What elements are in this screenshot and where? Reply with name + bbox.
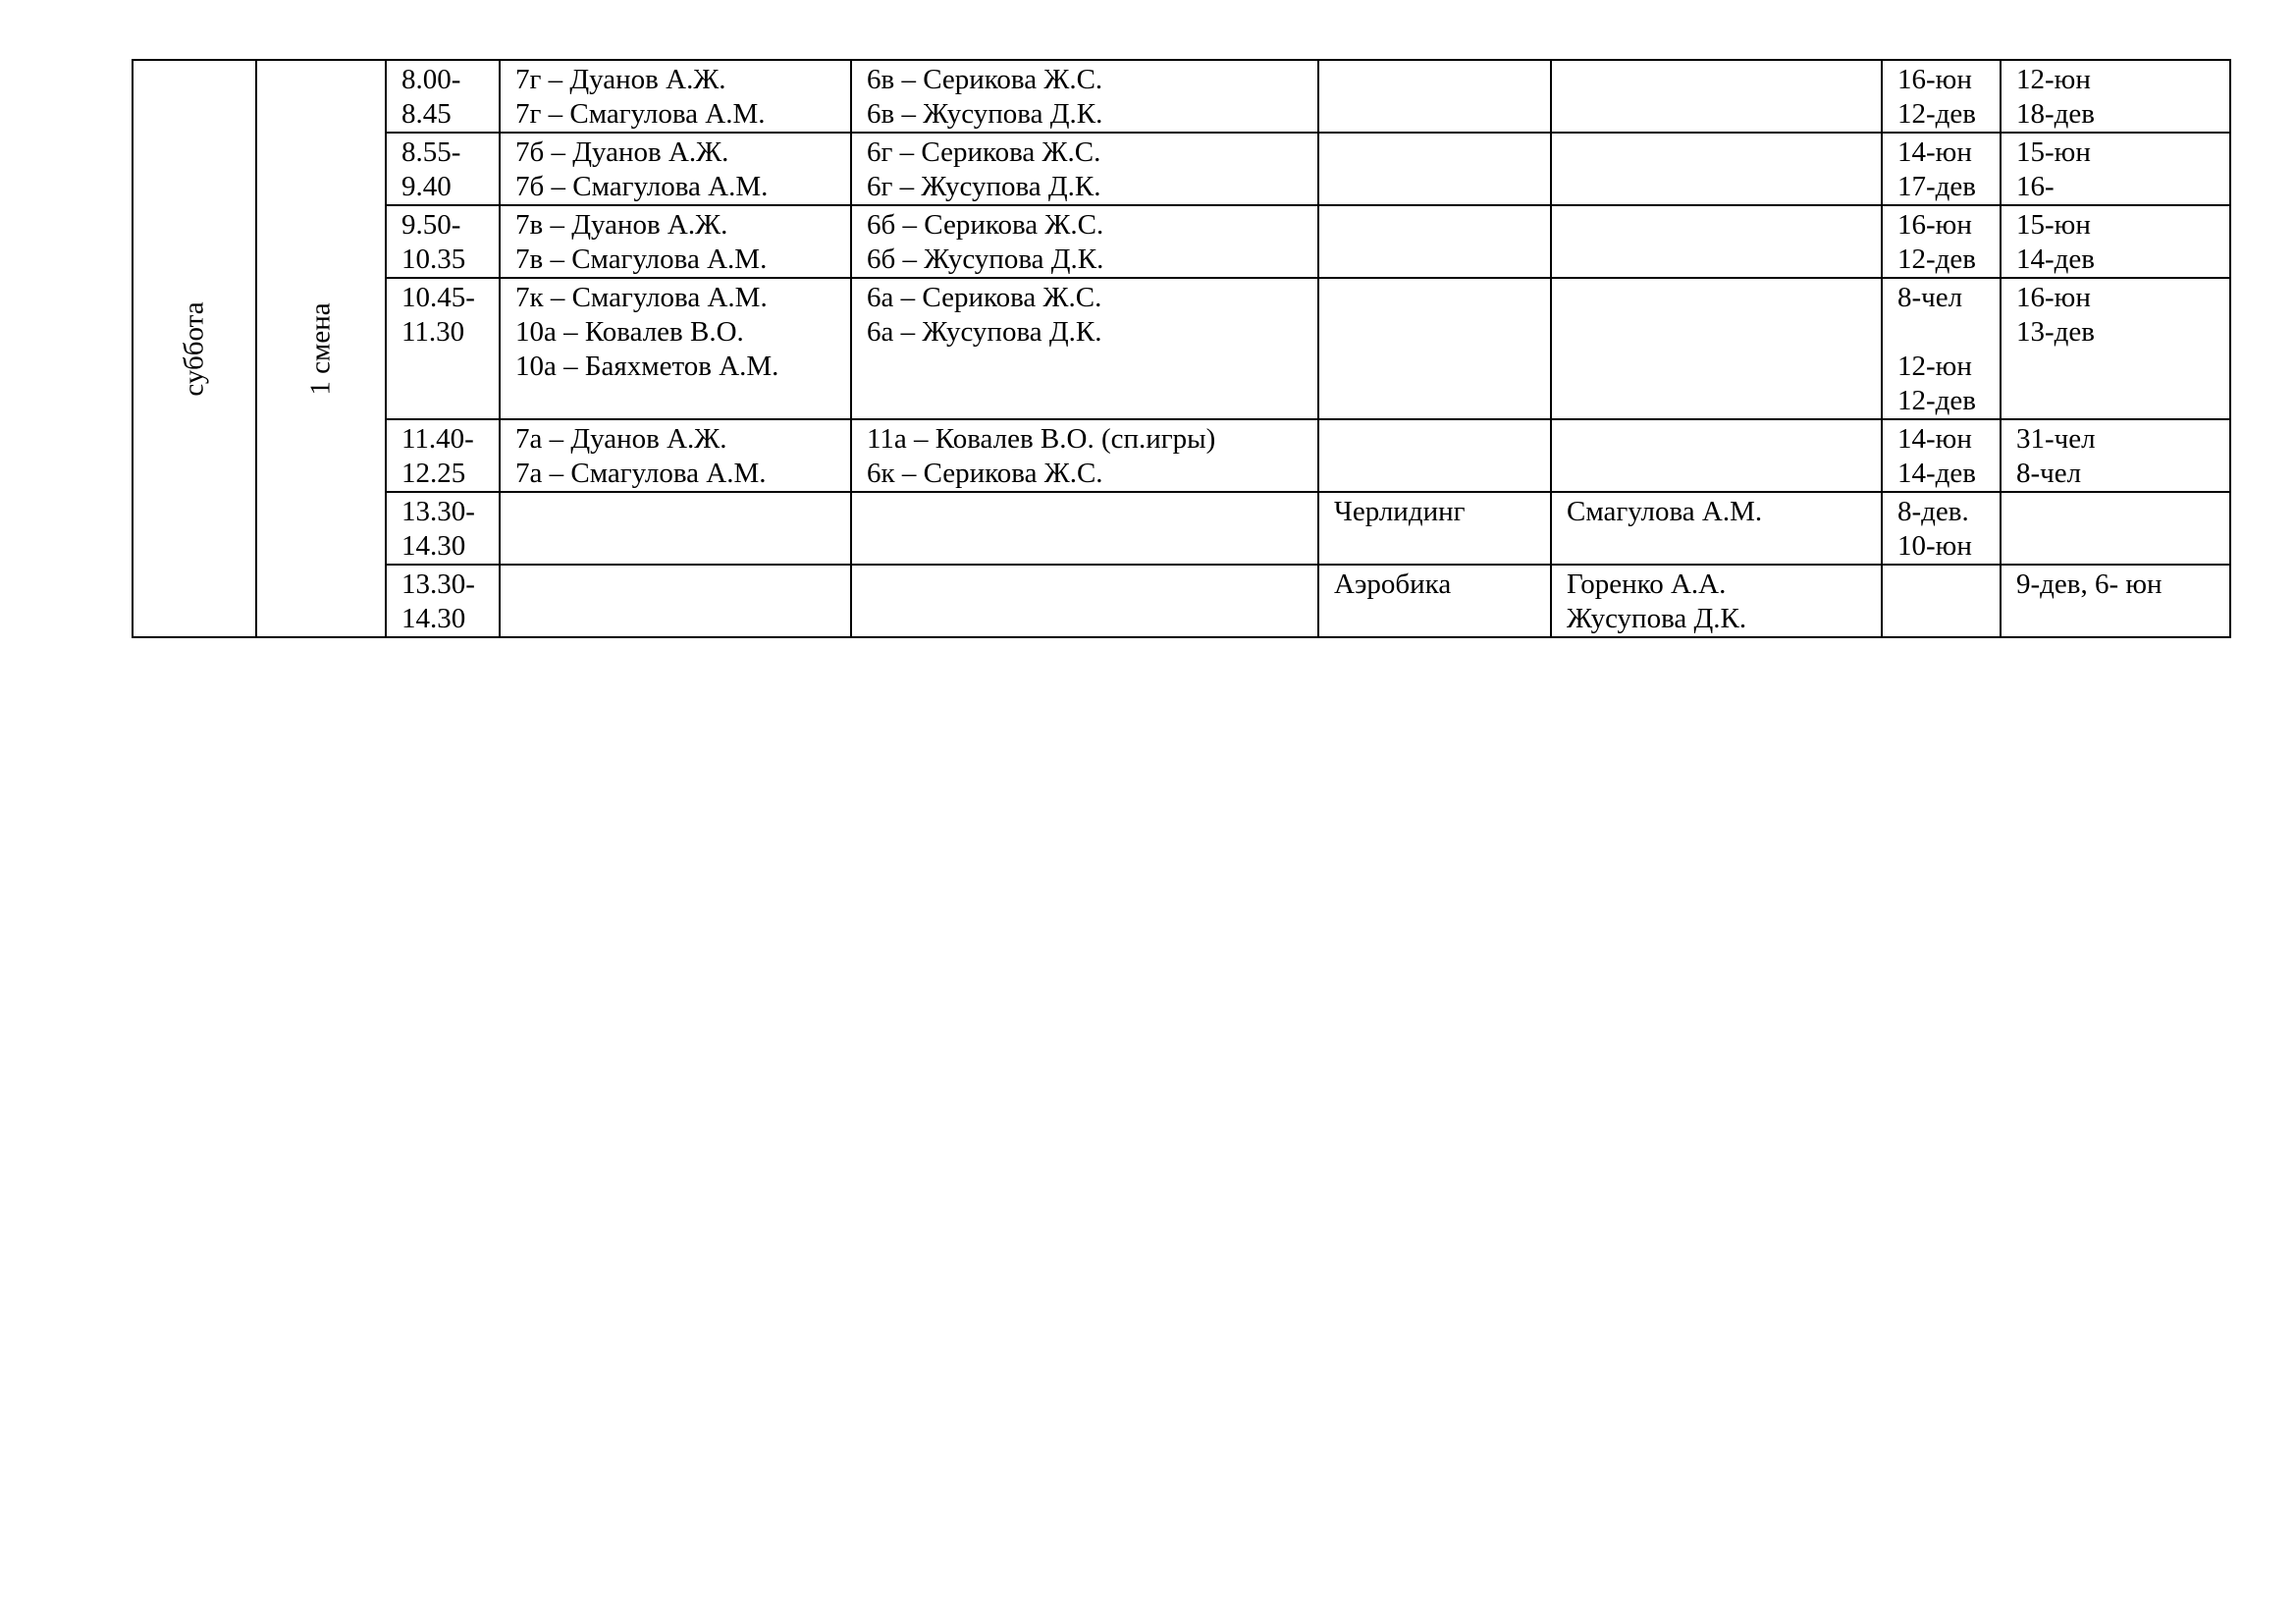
- count-a-cell: 8-чел 12-юн 12-дев: [1882, 278, 2001, 419]
- group-b-cell: 6г – Серикова Ж.С. 6г – Жусупова Д.К.: [851, 133, 1318, 205]
- time-cell: 8.00- 8.45: [386, 60, 500, 133]
- count-b-cell: 9-дев, 6- юн: [2001, 565, 2230, 637]
- day-label: суббота: [178, 300, 210, 397]
- time-cell: 8.55- 9.40: [386, 133, 500, 205]
- shift-label: 1 смена: [304, 301, 337, 396]
- table-row: [133, 60, 2230, 133]
- count-b-cell: 31-чел 8-чел: [2001, 419, 2230, 492]
- count-b-cell: 15-юн 16-: [2001, 133, 2230, 205]
- time-cell: 10.45- 11.30: [386, 278, 500, 419]
- teacher-cell: [1551, 278, 1882, 419]
- section-cell: [1318, 278, 1551, 419]
- schedule-table: [132, 59, 2231, 638]
- group-b-cell: 6в – Серикова Ж.С. 6в – Жусупова Д.К.: [851, 60, 1318, 133]
- teacher-cell: [1551, 419, 1882, 492]
- table-row: [133, 278, 2230, 419]
- section-cell: [1318, 133, 1551, 205]
- teacher-cell: [1551, 60, 1882, 133]
- count-a-cell: 14-юн 14-дев: [1882, 419, 2001, 492]
- teacher-cell: Смагулова А.М.: [1551, 492, 1882, 565]
- teacher-cell: Горенко А.А. Жусупова Д.К.: [1551, 565, 1882, 637]
- count-a-cell: [1882, 565, 2001, 637]
- table-row: [133, 492, 2230, 565]
- group-a-cell: 7к – Смагулова А.М. 10а – Ковалев В.О. 10а – Баяхметов А.М.: [500, 278, 851, 419]
- group-b-cell: [851, 565, 1318, 637]
- section-cell: [1318, 205, 1551, 278]
- count-a-cell: 14-юн 17-дев: [1882, 133, 2001, 205]
- section-cell: Аэробика: [1318, 565, 1551, 637]
- time-cell: 13.30- 14.30: [386, 492, 500, 565]
- group-b-cell: 11а – Ковалев В.О. (сп.игры) 6к – Серикова Ж.С.: [851, 419, 1318, 492]
- table-row: [133, 205, 2230, 278]
- time-cell: 9.50- 10.35: [386, 205, 500, 278]
- time-cell: 11.40- 12.25: [386, 419, 500, 492]
- teacher-cell: [1551, 205, 1882, 278]
- group-a-cell: [500, 565, 851, 637]
- shift-cell: [256, 60, 386, 637]
- table-row: [133, 565, 2230, 637]
- section-cell: Черлидинг: [1318, 492, 1551, 565]
- group-a-cell: 7а – Дуанов А.Ж. 7а – Смагулова А.М.: [500, 419, 851, 492]
- table-row: [133, 419, 2230, 492]
- day-cell: [133, 60, 256, 637]
- count-a-cell: 16-юн 12-дев: [1882, 60, 2001, 133]
- table-row: [133, 133, 2230, 205]
- count-b-cell: 16-юн 13-дев: [2001, 278, 2230, 419]
- teacher-cell: [1551, 133, 1882, 205]
- time-cell: 13.30- 14.30: [386, 565, 500, 637]
- count-b-cell: [2001, 492, 2230, 565]
- section-cell: [1318, 419, 1551, 492]
- count-b-cell: 12-юн 18-дев: [2001, 60, 2230, 133]
- group-b-cell: 6б – Серикова Ж.С. 6б – Жусупова Д.К.: [851, 205, 1318, 278]
- count-a-cell: 8-дев. 10-юн: [1882, 492, 2001, 565]
- count-a-cell: 16-юн 12-дев: [1882, 205, 2001, 278]
- group-a-cell: [500, 492, 851, 565]
- section-cell: [1318, 60, 1551, 133]
- group-b-cell: 6а – Серикова Ж.С. 6а – Жусупова Д.К.: [851, 278, 1318, 419]
- group-a-cell: 7в – Дуанов А.Ж. 7в – Смагулова А.М.: [500, 205, 851, 278]
- group-a-cell: 7б – Дуанов А.Ж. 7б – Смагулова А.М.: [500, 133, 851, 205]
- group-b-cell: [851, 492, 1318, 565]
- count-b-cell: 15-юн 14-дев: [2001, 205, 2230, 278]
- group-a-cell: 7г – Дуанов А.Ж. 7г – Смагулова А.М.: [500, 60, 851, 133]
